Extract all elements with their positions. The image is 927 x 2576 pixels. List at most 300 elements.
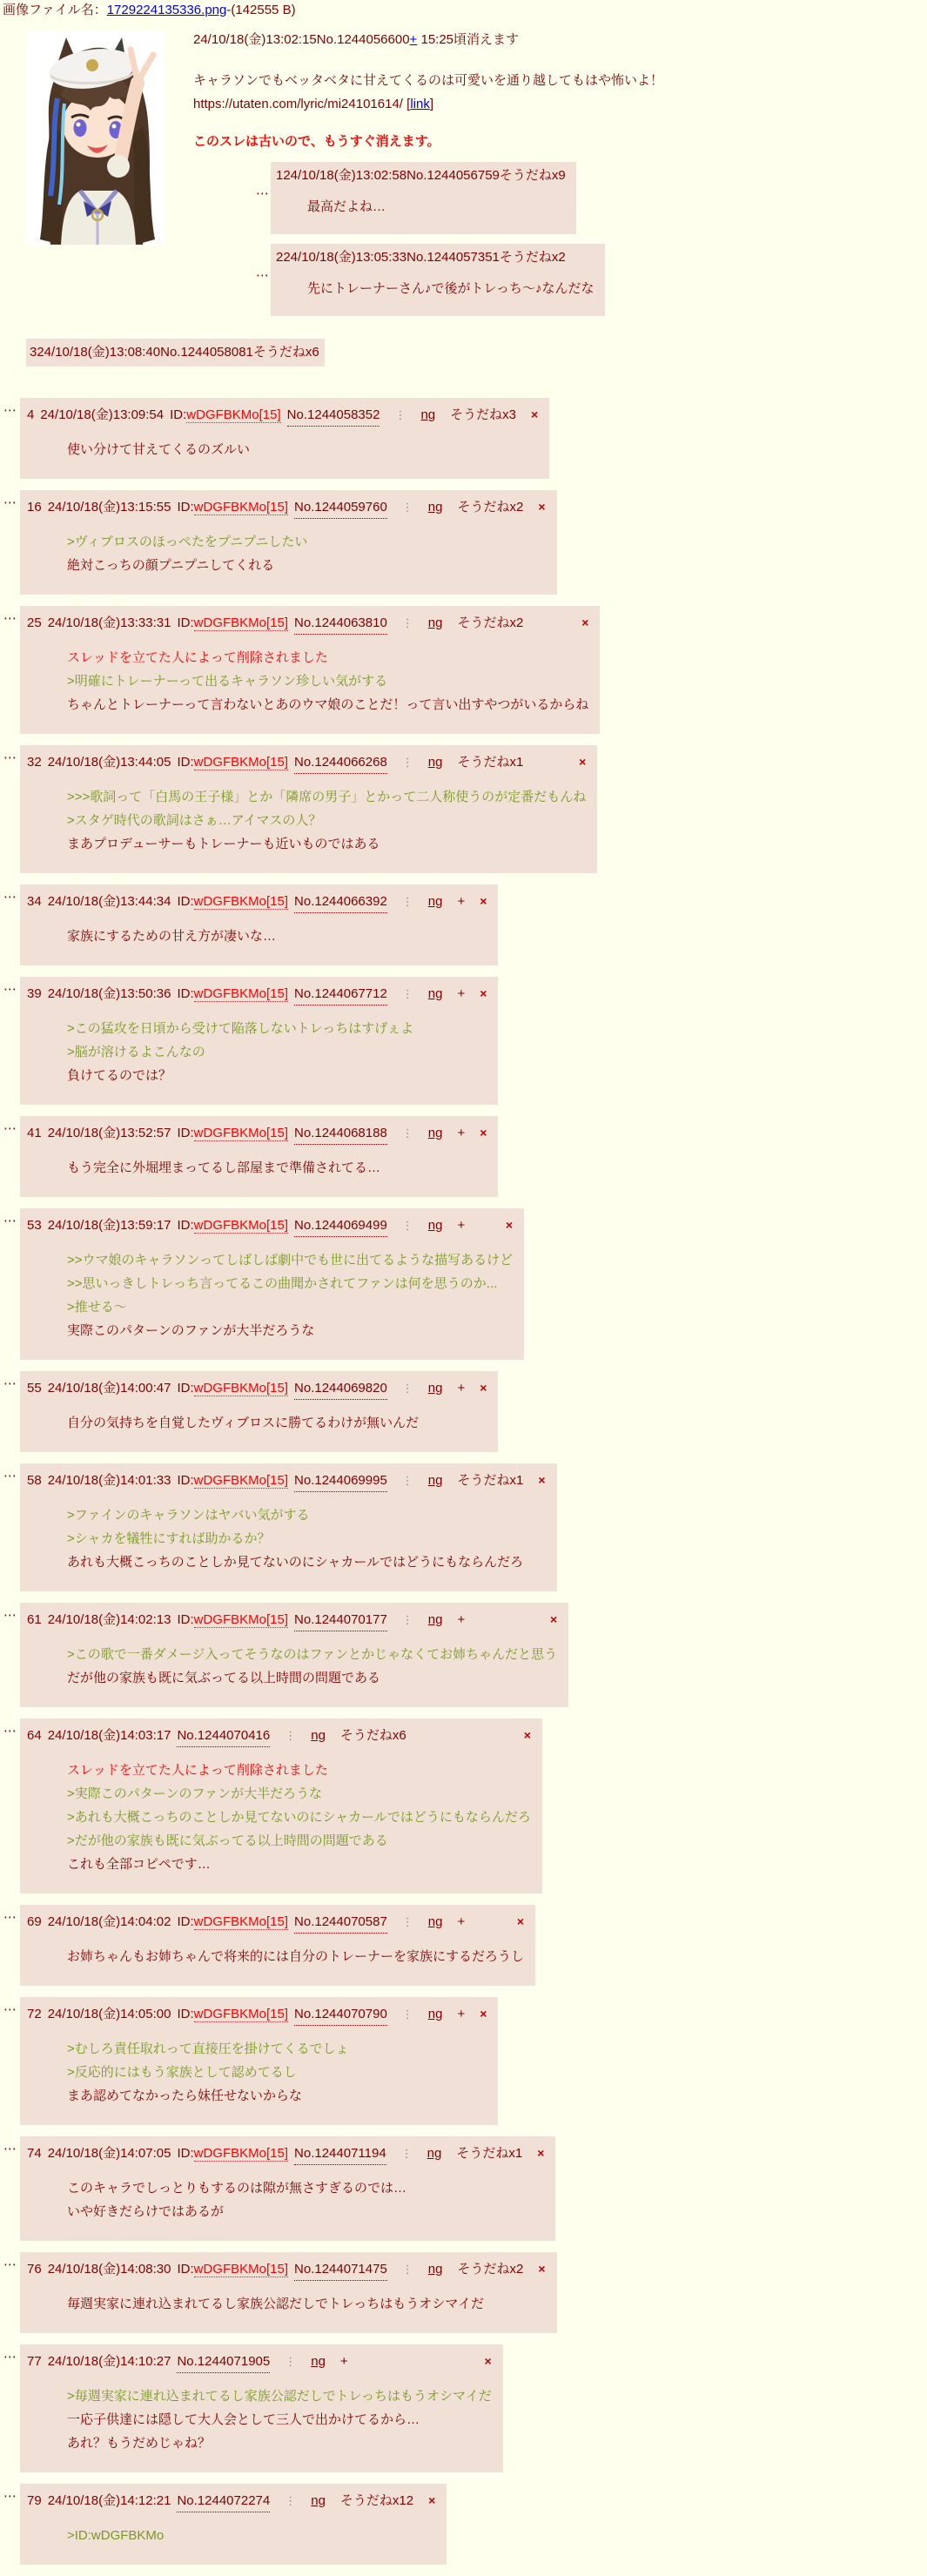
post-body	[67, 2524, 435, 2547]
reply-date: 24/10/18(金)13:02:58	[283, 168, 407, 183]
filename-link[interactable]: 1729224135336.png	[106, 3, 227, 17]
filename-label: 画像ファイル名：	[3, 3, 107, 17]
post-body	[67, 2037, 487, 2108]
post-line-normal: 最高だよね…	[307, 199, 386, 214]
post-number: 16	[27, 500, 42, 515]
post-header	[27, 404, 538, 427]
sub-reply	[256, 162, 663, 234]
close-icon[interactable]: ×	[538, 500, 546, 514]
post-header	[27, 496, 546, 519]
op-url-line	[193, 92, 663, 116]
close-icon[interactable]: ×	[530, 407, 539, 421]
ng-link[interactable]: ng	[427, 986, 443, 1001]
close-icon[interactable]: ×	[538, 2262, 546, 2276]
sodane-link[interactable]: そうだねx2	[499, 250, 566, 265]
post-body	[67, 530, 546, 577]
sodane-link[interactable]: そうだねx6	[252, 345, 319, 360]
post-number: 4	[27, 407, 35, 422]
post	[3, 398, 927, 479]
post-line-normal: あれ？もうだめじゃね？	[67, 2436, 212, 2451]
post-no-link[interactable]: No.1244071905	[177, 2351, 270, 2373]
id-label: ID:	[177, 615, 194, 630]
menu-dots-icon[interactable]: ⋮	[401, 756, 413, 769]
post-line-quote: >むしろ責任取れって直接圧を掛けてくるでしょ	[67, 2041, 349, 2056]
menu-dots-icon[interactable]: ⋮	[401, 1613, 413, 1626]
post-id[interactable]	[177, 1912, 288, 1933]
thread-expire-warning: このスレは古いので、もうすぐ消えます。	[193, 134, 440, 149]
post-line-quote: >明確にトレーナーって出るキャラソン珍しい気がする	[67, 674, 388, 689]
ng-link[interactable]: ng	[427, 755, 443, 770]
post-number: 72	[27, 2007, 42, 2021]
close-icon[interactable]: ×	[505, 1218, 514, 1232]
ng-link[interactable]: ng	[427, 1914, 443, 1929]
post-header	[27, 1470, 546, 1492]
post-line-normal: もう完全に外堀埋まってるし部屋まで準備されてる…	[67, 1160, 381, 1175]
post-number: 79	[27, 2493, 42, 2508]
post-line-quote: >この猛攻を日頃から受けて陥落しないトレっちはすげぇよ	[67, 1021, 414, 1036]
ng-link[interactable]: ng	[427, 1126, 443, 1140]
post-line-quote: >実際このパターンのファンが大半だろうな	[67, 1786, 323, 1801]
op-header	[193, 30, 663, 50]
sodane-count[interactable]: +	[457, 986, 466, 1001]
post-line-normal: 先にトレーナーさん♪で後がトレっち～♪なんだな	[307, 281, 594, 296]
post-number: 41	[27, 1126, 42, 1140]
post-no-link[interactable]: No.1244066268	[294, 752, 387, 774]
post-id[interactable]	[177, 752, 288, 773]
collapse-ellipsis-icon[interactable]: ⋯	[3, 611, 17, 626]
ng-link[interactable]: ng	[427, 1612, 443, 1627]
post-date: 24/10/18(金)13:33:31	[47, 615, 171, 630]
collapse-ellipsis-icon[interactable]: ⋯	[256, 186, 269, 201]
post-line-normal: ちゃんとトレーナーって言わないとあのウマ娘のことだ！って言い出すやつがいるからね	[67, 697, 589, 712]
post-no-link[interactable]: No.1244072274	[177, 2491, 270, 2512]
id-label: ID:	[177, 1612, 194, 1627]
post-no-link[interactable]: No.1244070416	[177, 1725, 270, 1747]
post-id[interactable]	[177, 497, 288, 518]
id-value[interactable]: wDGFBKMo[15]	[193, 2146, 289, 2161]
reply-post-number[interactable]: No.1244056759	[406, 168, 500, 183]
post-line-normal: お姉ちゃんもお姉ちゃんで将来的には自分のトレーナーを家族にするだろうし	[67, 1949, 525, 1964]
menu-dots-icon[interactable]: ⋮	[285, 2494, 297, 2507]
sodane-count[interactable]: そうだねx12	[339, 2493, 414, 2508]
reply-header	[30, 342, 319, 363]
reply-header	[276, 247, 594, 268]
id-label: ID:	[177, 2146, 194, 2161]
collapse-ellipsis-icon[interactable]: ⋯	[3, 495, 17, 510]
post-id[interactable]	[177, 1215, 288, 1236]
post	[3, 1997, 927, 2125]
id-label: ID:	[177, 1381, 194, 1396]
menu-dots-icon[interactable]: ⋮	[401, 987, 413, 1000]
sub-reply	[256, 244, 663, 316]
collapse-ellipsis-icon[interactable]: ⋯	[3, 2002, 17, 2017]
post-body	[67, 1156, 487, 1180]
post-header	[27, 2490, 435, 2512]
menu-dots-icon[interactable]: ⋮	[400, 2147, 413, 2160]
post-header	[27, 2258, 546, 2281]
close-icon[interactable]: ×	[480, 2007, 487, 2021]
close-icon[interactable]: ×	[538, 1473, 546, 1487]
post-line-normal: 毎週実家に連れ込まれてるし家族公認だしでトレっちはもうオシマイだ	[67, 2297, 484, 2311]
post-header	[27, 1122, 487, 1145]
op-expire-time: 15:25頃消えます	[420, 32, 520, 47]
post-id[interactable]	[177, 2143, 288, 2164]
post-header	[27, 891, 487, 913]
bracket-open: [	[406, 97, 411, 111]
post	[3, 977, 927, 1105]
post-line-normal: 使い分けて甘えてくるのズルい	[67, 442, 251, 457]
post	[3, 1463, 927, 1591]
post-list	[0, 398, 927, 2565]
op-link[interactable]: link	[410, 97, 430, 111]
post-line-normal: 自分の気持ちを自覚したヴィブロスに勝てるわけが無いんだ	[67, 1416, 420, 1430]
id-value[interactable]: wDGFBKMo[15]	[193, 615, 289, 630]
id-label: ID:	[177, 755, 194, 770]
op-url[interactable]: https://utaten.com/lyric/mi24101614/	[193, 97, 403, 111]
post-number: 25	[27, 615, 42, 630]
post-no-link[interactable]: No.1244069499	[294, 1215, 387, 1237]
post-line-quote: >脳が溶けるよこんなの	[67, 1045, 205, 1059]
post-body	[67, 1411, 487, 1435]
id-value[interactable]: wDGFBKMo[15]	[186, 407, 281, 422]
menu-dots-icon[interactable]: ⋮	[401, 1915, 413, 1928]
post-header	[27, 1377, 487, 1400]
post-body	[67, 1248, 513, 1342]
post-id[interactable]	[177, 613, 288, 634]
close-icon[interactable]: ×	[480, 1126, 487, 1140]
sodane-count[interactable]: +	[339, 2354, 348, 2369]
id-value[interactable]: wDGFBKMo[15]	[193, 986, 289, 1001]
id-value[interactable]: wDGFBKMo[15]	[193, 1381, 289, 1396]
post-id[interactable]	[170, 405, 281, 426]
post-body	[67, 1643, 557, 1690]
post-header	[27, 1725, 531, 1747]
close-icon[interactable]: ×	[480, 894, 487, 908]
post-line-deleted: スレッドを立てた人によって削除されました	[67, 650, 328, 665]
op-thumbnail-link[interactable]	[26, 30, 165, 245]
id-label: ID:	[177, 2007, 194, 2021]
collapse-ellipsis-icon[interactable]: ⋯	[3, 2350, 17, 2364]
post-id[interactable]	[177, 1610, 288, 1631]
post-date: 24/10/18(金)14:00:47	[47, 1381, 171, 1396]
op-date: 24/10/18(金)13:02:15	[193, 32, 317, 47]
menu-dots-icon[interactable]: ⋮	[394, 408, 406, 421]
post-line-normal: 家族にするための甘え方が凄いな…	[67, 929, 277, 944]
id-value[interactable]: wDGFBKMo[15]	[193, 2262, 289, 2277]
collapse-ellipsis-icon[interactable]: ⋯	[3, 1121, 17, 1136]
close-icon[interactable]: ×	[523, 1728, 531, 1742]
post-line-quote: >>>歌詞って「白馬の王子様」とか「隣席の男子」とかって二人称使うのが定番だもんね	[67, 790, 587, 804]
post-id[interactable]	[177, 1470, 288, 1491]
sodane-count[interactable]: +	[457, 1126, 466, 1140]
post-body	[67, 1945, 524, 1968]
post-line-quote: >>思いっきしトレっち言ってるこの曲聞かされてファンは何を思うのか...	[67, 1276, 498, 1291]
post	[3, 2484, 927, 2565]
post	[3, 884, 927, 965]
sodane-count[interactable]: そうだねx2	[457, 2262, 524, 2277]
id-label: ID:	[177, 2262, 194, 2277]
ng-link[interactable]: ng	[427, 1473, 443, 1488]
ng-link[interactable]: ng	[311, 1728, 326, 1743]
sodane-count[interactable]: そうだねx3	[450, 407, 516, 422]
post-line-normal: これも全部コピペです…	[67, 1857, 211, 1872]
op-text: キャラソンでもベッタベタに甘えてくるのは可愛いを通り越してもはや怖いよ！	[193, 73, 664, 88]
close-icon[interactable]: ×	[579, 755, 587, 769]
post	[3, 1208, 927, 1360]
menu-dots-icon[interactable]: ⋮	[401, 1127, 413, 1140]
sodane-count[interactable]: そうだねx1	[457, 755, 524, 770]
close-icon[interactable]: ×	[480, 1381, 487, 1395]
post-date: 24/10/18(金)13:59:17	[47, 1218, 171, 1233]
post-id[interactable]	[177, 984, 288, 1005]
post	[3, 1718, 927, 1893]
menu-dots-icon[interactable]: ⋮	[401, 501, 413, 514]
ng-link[interactable]: ng	[427, 1381, 443, 1396]
collapse-ellipsis-icon[interactable]: ⋯	[3, 403, 17, 418]
post-date: 24/10/18(金)13:44:34	[47, 894, 171, 909]
ng-link[interactable]: ng	[427, 615, 443, 630]
id-value[interactable]: wDGFBKMo[15]	[193, 894, 289, 909]
sodane-count[interactable]: そうだねx6	[339, 1728, 406, 1743]
id-label: ID:	[177, 1126, 194, 1140]
close-icon[interactable]: ×	[549, 1612, 558, 1626]
post-no-link[interactable]: No.1244066392	[294, 891, 387, 913]
ng-link[interactable]: ng	[427, 1218, 443, 1233]
post-id[interactable]	[177, 2259, 288, 2280]
id-label: ID:	[177, 1914, 194, 1929]
post-no-link[interactable]: No.1244071194	[294, 2143, 386, 2165]
post	[3, 1116, 927, 1197]
post-line-quote: >シャカを犠牲にすれば助かるか？	[67, 1531, 271, 1546]
post-body	[67, 438, 538, 461]
collapse-ellipsis-icon[interactable]: ⋯	[3, 1469, 17, 1483]
post-number: 58	[27, 1473, 42, 1488]
post-line-normal: まあプロデューサーもトレーナーも近いものではある	[67, 837, 380, 851]
menu-dots-icon[interactable]: ⋮	[401, 1474, 413, 1487]
filesize: -(142555 B)	[226, 3, 296, 17]
menu-dots-icon[interactable]: ⋮	[401, 1382, 413, 1395]
ng-link[interactable]: ng	[427, 2007, 443, 2021]
sodane-count[interactable]: そうだねx2	[457, 500, 524, 515]
post	[3, 606, 927, 734]
post-line-normal: 一応子供達には隠して大人会として三人で出かけてるから…	[67, 2412, 420, 2427]
op-post	[0, 30, 927, 316]
close-icon[interactable]: ×	[428, 2493, 436, 2507]
reply-number: 2	[276, 250, 284, 265]
collapse-ellipsis-icon[interactable]: ⋯	[3, 1608, 17, 1623]
post-header	[27, 612, 588, 635]
sodane-count[interactable]: +	[457, 1612, 466, 1627]
post-no-link[interactable]: No.1244067712	[294, 984, 387, 1006]
close-icon[interactable]: ×	[537, 2146, 545, 2160]
ng-link[interactable]: ng	[427, 2262, 443, 2277]
post-no-link[interactable]: No.1244068188	[294, 1123, 387, 1145]
id-value[interactable]: wDGFBKMo[15]	[193, 2007, 289, 2021]
post-number: 77	[27, 2354, 42, 2369]
post-no-link[interactable]: No.1244071475	[294, 2259, 387, 2281]
reply-body	[307, 278, 594, 300]
post-id[interactable]	[177, 1123, 288, 1144]
post-line-quote: >この歌で一番ダメージ入ってそうなのはファンとかじゃなくてお姉ちゃんだと思う	[67, 1647, 558, 1662]
post-date: 24/10/18(金)14:08:30	[47, 2262, 171, 2277]
post-number: 39	[27, 986, 42, 1001]
collapse-ellipsis-icon[interactable]: ⋯	[3, 750, 17, 765]
post-line-quote: >毎週実家に連れ込まれてるし家族公認だしでトレっちはもうオシマイだ	[67, 2389, 492, 2404]
post-header	[27, 2003, 487, 2026]
post-date: 24/10/18(金)14:07:05	[47, 2146, 171, 2161]
collapse-ellipsis-icon[interactable]: ⋯	[3, 2142, 17, 2156]
post-line-normal: いや好きだらけではあるが	[67, 2204, 225, 2219]
ng-link[interactable]: ng	[311, 2354, 326, 2369]
collapse-ellipsis-icon[interactable]: ⋯	[3, 890, 17, 905]
post-header	[27, 1214, 513, 1237]
id-value[interactable]: wDGFBKMo[15]	[193, 1612, 289, 1627]
bracket-close: ]	[429, 97, 433, 111]
ng-link[interactable]: ng	[427, 2146, 442, 2161]
post-date: 24/10/18(金)14:01:33	[47, 1473, 171, 1488]
post-line-quote: >反応的にはもう家族として認めてるし	[67, 2065, 297, 2080]
menu-dots-icon[interactable]: ⋮	[401, 2008, 413, 2021]
post-line-normal: このキャラでしっとりもするのは隙が無さすぎるのでは…	[67, 2181, 407, 2196]
post-body	[67, 2292, 546, 2316]
id-label: ID:	[177, 1218, 194, 1233]
collapse-ellipsis-icon[interactable]: ⋯	[3, 1376, 17, 1391]
sodane-link[interactable]: そうだねx9	[499, 168, 566, 183]
post	[3, 745, 927, 873]
post-body	[67, 1759, 531, 1876]
close-icon[interactable]: ×	[581, 615, 589, 629]
post-no-link[interactable]: No.1244059760	[294, 497, 387, 519]
post-id[interactable]	[177, 1378, 288, 1399]
menu-dots-icon[interactable]: ⋮	[401, 616, 413, 629]
post-line-normal: だが他の家族も既に気ぶってる以上時間の問題である	[67, 1671, 381, 1685]
collapse-ellipsis-icon[interactable]: ⋯	[3, 1910, 17, 1925]
post-number: 76	[27, 2262, 42, 2277]
id-label: ID:	[177, 986, 194, 1001]
post-date: 24/10/18(金)14:12:21	[47, 2493, 171, 2508]
post-no-link[interactable]: No.1244058352	[287, 405, 380, 427]
post-no-link[interactable]: No.1244069820	[294, 1378, 387, 1400]
post-number: 69	[27, 1914, 42, 1929]
id-value[interactable]: wDGFBKMo[15]	[193, 755, 289, 770]
menu-dots-icon[interactable]: ⋮	[401, 1219, 413, 1232]
post-number: 53	[27, 1218, 42, 1233]
post-id[interactable]	[177, 891, 288, 912]
post-body	[67, 2384, 492, 2455]
post-no-link[interactable]: No.1244070587	[294, 1912, 387, 1934]
post-date: 24/10/18(金)13:44:05	[47, 755, 171, 770]
id-value[interactable]: wDGFBKMo[15]	[193, 500, 289, 515]
id-value[interactable]: wDGFBKMo[15]	[193, 1473, 289, 1488]
sodane-count[interactable]: そうだねx1	[456, 2146, 523, 2161]
post-header	[27, 1609, 557, 1631]
post-date: 24/10/18(金)13:15:55	[47, 500, 171, 515]
post-number: 61	[27, 1612, 42, 1627]
post-no-link[interactable]: No.1244069995	[294, 1470, 387, 1492]
post-body	[67, 925, 487, 948]
close-icon[interactable]: ×	[484, 2354, 492, 2368]
post-line-normal: 負けてるのでは？	[67, 1068, 172, 1083]
op-plus-link[interactable]: +	[409, 32, 418, 47]
post-line-quote: >推せる～	[67, 1300, 127, 1315]
post-line-quote: >>ウマ娘のキャラソンってしばしば劇中でも世に出てるような描写あるけど	[67, 1253, 514, 1268]
post-date: 24/10/18(金)14:02:13	[47, 1612, 171, 1627]
post-no-link[interactable]: No.1244070177	[294, 1610, 387, 1631]
post-line-quote: >あれも大概こっちのことしか見てないのにシャカールではどうにもならんだろ	[67, 1810, 531, 1825]
post	[3, 2252, 927, 2333]
reply-number: 1	[276, 168, 284, 183]
post-number: 74	[27, 2146, 42, 2161]
op-post-number[interactable]: No.1244056600	[316, 32, 410, 47]
collapse-ellipsis-icon[interactable]: ⋯	[3, 2489, 17, 2504]
reply-post-number[interactable]: No.1244057351	[406, 250, 500, 265]
sodane-count[interactable]: そうだねx1	[457, 1473, 524, 1488]
sodane-count[interactable]: +	[457, 2007, 466, 2021]
collapse-ellipsis-icon[interactable]: ⋯	[3, 2257, 17, 2272]
ng-link[interactable]: ng	[427, 500, 443, 515]
collapse-ellipsis-icon[interactable]: ⋯	[3, 982, 17, 997]
post-date: 24/10/18(金)13:50:36	[47, 986, 171, 1001]
id-label: ID:	[177, 894, 194, 909]
ng-link[interactable]: ng	[311, 2493, 326, 2508]
post-body	[67, 785, 586, 856]
sodane-count[interactable]: +	[457, 1381, 466, 1396]
post-header	[27, 2351, 492, 2373]
post-no-link[interactable]: No.1244070790	[294, 2004, 387, 2026]
post-body	[67, 1017, 487, 1087]
collapse-ellipsis-icon[interactable]: ⋯	[256, 268, 269, 283]
id-value[interactable]: wDGFBKMo[15]	[193, 1914, 289, 1929]
post-header	[27, 2142, 544, 2165]
post-number: 32	[27, 755, 42, 770]
post-line-quote: >だが他の家族も既に気ぶってる以上時間の問題である	[67, 1833, 388, 1848]
sodane-count[interactable]: +	[457, 894, 466, 909]
post-header	[27, 1911, 524, 1934]
post-line-normal: あれも大概こっちのことしか見てないのにシャカールではどうにもならんだろ	[67, 1555, 524, 1570]
close-icon[interactable]: ×	[480, 986, 487, 1000]
id-value[interactable]: wDGFBKMo[15]	[193, 1126, 289, 1140]
reply-post-number[interactable]: No.1244058081	[160, 345, 253, 360]
post-date: 24/10/18(金)13:52:57	[47, 1126, 171, 1140]
sodane-count[interactable]: そうだねx2	[457, 615, 524, 630]
post-line-normal: まあ認めてなかったら妹任せないからな	[67, 2088, 303, 2103]
post-no-link[interactable]: No.1244063810	[294, 613, 387, 635]
reply-date: 24/10/18(金)13:05:33	[283, 250, 407, 265]
id-value[interactable]: wDGFBKMo[15]	[193, 1218, 289, 1233]
post-date: 24/10/18(金)13:09:54	[40, 407, 165, 422]
menu-dots-icon[interactable]: ⋮	[401, 2263, 413, 2276]
post-body	[67, 2176, 544, 2223]
ng-link[interactable]: ng	[420, 407, 436, 422]
collapse-ellipsis-icon[interactable]: ⋯	[3, 1214, 17, 1228]
menu-dots-icon[interactable]: ⋮	[285, 2355, 297, 2368]
menu-dots-icon[interactable]: ⋮	[285, 1729, 297, 1742]
collapse-ellipsis-icon[interactable]: ⋯	[3, 1724, 17, 1739]
post-id[interactable]	[177, 2004, 288, 2025]
sub-reply	[26, 339, 927, 367]
post-body	[67, 1503, 546, 1574]
reply-body	[307, 196, 566, 219]
post	[3, 490, 927, 595]
post-body	[67, 646, 588, 716]
menu-dots-icon[interactable]: ⋮	[401, 895, 413, 908]
ng-link[interactable]: ng	[427, 894, 443, 909]
sodane-count[interactable]: +	[457, 1218, 466, 1233]
post-header	[27, 751, 586, 774]
sub-reply-bottom	[26, 339, 927, 367]
sodane-count[interactable]: +	[457, 1914, 466, 1929]
close-icon[interactable]: ×	[516, 1914, 525, 1928]
